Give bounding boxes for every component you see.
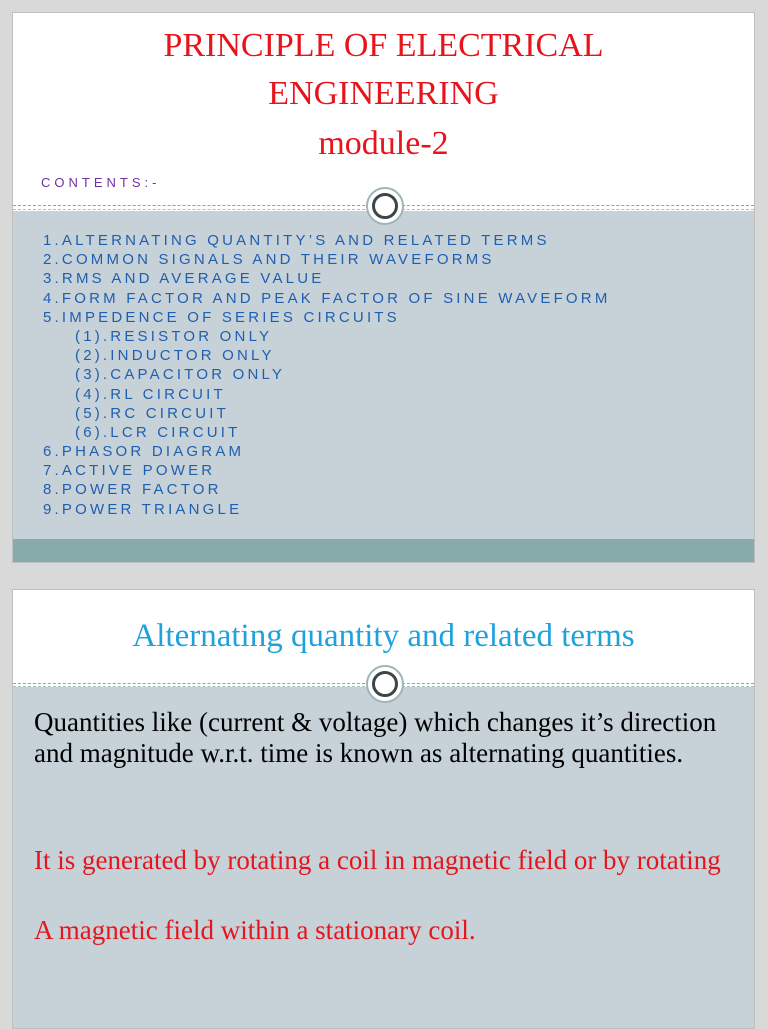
contents-label: CONTENTS:- bbox=[41, 175, 161, 190]
ring-ornament-icon bbox=[366, 665, 404, 703]
list-item: 6.PHASOR DIAGRAM bbox=[43, 443, 245, 461]
list-item: 3.RMS AND AVERAGE VALUE bbox=[43, 270, 325, 288]
slide-title-line-1: PRINCIPLE OF ELECTRICAL bbox=[163, 27, 604, 64]
slide-title-line-2: ENGINEERING bbox=[268, 75, 499, 112]
list-item: 4.FORM FACTOR AND PEAK FACTOR OF SINE WAVEFORM bbox=[43, 289, 611, 307]
slide-2 bbox=[12, 589, 755, 1029]
generation-paragraph-continued: A magnetic field within a stationary coil. bbox=[34, 915, 476, 945]
contents-panel bbox=[13, 211, 754, 539]
generation-paragraph: It is generated by rotating a coil in magnetic field or by rotating bbox=[34, 845, 721, 875]
list-item: 2.COMMON SIGNALS AND THEIR WAVEFORMS bbox=[43, 251, 495, 269]
list-item: 5.IMPEDENCE OF SERIES CIRCUITS bbox=[43, 308, 400, 326]
list-item: 7.ACTIVE POWER bbox=[43, 462, 216, 480]
slide-1 bbox=[12, 12, 755, 563]
list-subitem: (2).INDUCTOR ONLY bbox=[75, 347, 275, 365]
list-subitem: (1).RESISTOR ONLY bbox=[75, 327, 273, 345]
list-subitem: (5).RC CIRCUIT bbox=[75, 404, 229, 422]
list-subitem: (6).LCR CIRCUIT bbox=[75, 423, 241, 441]
list-subitem: (3).CAPACITOR ONLY bbox=[75, 366, 286, 384]
list-item: 8.POWER FACTOR bbox=[43, 481, 222, 499]
slide-2-title: Alternating quantity and related terms bbox=[132, 618, 635, 654]
list-subitem: (4).RL CIRCUIT bbox=[75, 385, 226, 403]
list-item: 9.POWER TRIANGLE bbox=[43, 500, 243, 518]
definition-paragraph: Quantities like (current & voltage) which changes it’s direction and magnitude w.r.t. time is known as alternating quantities. bbox=[34, 707, 717, 768]
slide-subtitle-module: module-2 bbox=[318, 125, 449, 162]
ring-ornament-icon bbox=[366, 187, 404, 225]
contents-list bbox=[43, 231, 611, 519]
content-panel bbox=[13, 687, 754, 1029]
footer-band bbox=[13, 539, 754, 563]
list-item: 1.ALTERNATING QUANTITY’S AND RELATED TERMS bbox=[43, 232, 550, 249]
